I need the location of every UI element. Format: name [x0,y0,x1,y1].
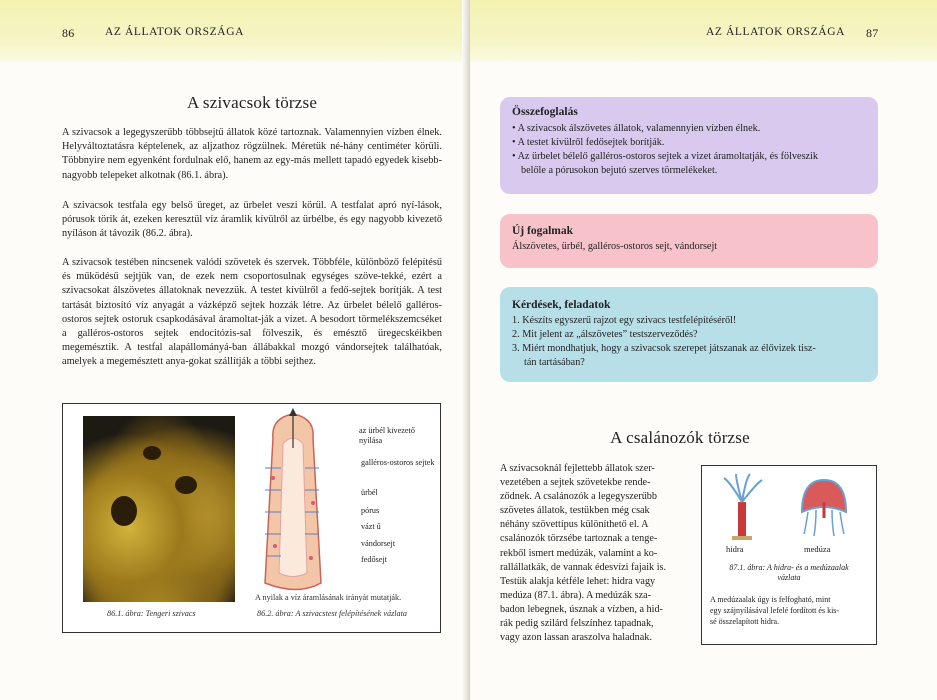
left-section-title: A szivacsok törzse [186,93,318,112]
label-collar-cells: galléros-ostoros sejtek [361,458,435,467]
new-terms-title: Új fogalmak [512,225,574,237]
medusa-drawing [802,480,846,536]
right-running-title: AZ ÁLLATOK ORSZÁGA [706,26,846,38]
hydra-medusa-diagram [712,472,868,542]
question-3-cont: tán tartásában? [524,357,585,368]
label-osculum: az ürbél kivezető nyílása [359,426,415,445]
cnidarian-figure-box [701,465,877,645]
question-2: 2. Mit jelent az „álszövetes” testszerveződés? [512,329,698,340]
label-spongocoel: ürbél [361,488,378,497]
new-terms-box [500,214,878,268]
left-paragraph-1: A szivacsok a legegyszerűbb többsejtű állatok közé tartoznak. Valamennyien vízben élnek. Helyváltoztatásra képtelenek, az aljzathoz rögzülnek. Méretük né-hány centiméter körüli. Többnyire nem egyenként fordulnak elő, hanem az egy-más mellett tapadó egyedek kisebb-nagyobb telepeket alkotnak (86.1. ábra). [62,127,442,181]
label-pinacocyte: fedősejt [361,555,387,564]
caption-87-1: 87.1. ábra: A hidra- és a medúzaalak vázlata [729,563,849,582]
summary-item-3-cont: belőle a pórusokon bejutó szerves törmelékeket. [521,165,718,176]
question-3: 3. Miért mondhatjuk, hogy a szivacsok szerepet játszanak az élővizek tisz- [512,343,816,354]
sea-sponge-photo [83,416,235,602]
label-hydra: hidra [726,544,744,554]
summary-item-2: • A testet kívülről fedősejtek borítják. [512,137,665,148]
label-pore: pórus [361,506,380,515]
arrow-note: A nyilak a víz áramlásának irányát mutatják. [255,593,402,602]
left-paragraph-2: A szivacsok testfala egy belső üreget, az ürbelet veszi körül. A testfalat apró nyí-lások, pórusok törik át, ezeken keresztül víz áramlik kívülről az ürbélbe, és egy nagyobb kivezető nyíláson át távozik (86.2. ábra). [62,200,442,240]
summary-box [500,97,878,194]
summary-item-3: • Az ürbelet bélelő galléros-ostoros sejtek a vizet áramoltatják, és fölveszik [512,151,818,162]
left-running-title: AZ ÁLLATOK ORSZÁGA [105,26,245,38]
sponge-figure-box [62,403,441,633]
label-skeleton: vázt ű [361,522,381,531]
right-paragraph: A szivacsoknál fejlettebb állatok szer- vezetében a sejtek szövetekbe rende- ződnek. A csalánozók a legegyszerűbb szövetes állatok, testükben még csak néhány szövettípus különíthető el. A csalánozók törzsébe tartoznak a tenge- rekből ismert medúzák, valamint a ko- rallállatkák, de vannak édesvízi fajaik is. Testük alakja kétféle lehet: hidra vagy medúza (87.1. ábra). A medúzák sza- badon lebegnek, úsznak a vízben, a hid- rák pedig szilárd felszínhez tapadnak, vagy azon lassan araszolva haladnak. [500,463,667,644]
label-medusa: medúza [804,544,831,554]
summary-title: Összefoglalás [512,106,578,118]
medusa-note: A medúzaalak úgy is felfogható, mint egy szájnyílásával lefelé fordított és kis- sé összelapított hidra. [710,595,840,626]
caption-86-1: 86.1. ábra: Tengeri szivacs [107,609,196,618]
left-page-number: 86 [62,26,75,40]
sponge-structure-diagram [253,408,343,596]
questions-title: Kérdések, feladatok [512,299,611,311]
questions-box [500,287,878,382]
right-page-number: 87 [866,26,879,40]
summary-item-1: • A szivacsok álszövetes állatok, valamennyien vízben élnek. [512,123,761,134]
right-section-title: A csalánozók törzse [610,428,750,447]
new-terms-text: Álszövetes, ürbél, galléros-ostoros sejt, vándorsejt [512,241,718,252]
left-paragraph-3: A szivacsok testében nincsenek valódi szövetek és szervek. Többféle, különböző felépítésű és működésű sejtjük van, de ezek nem csoportosulnak egységes szöve-tekké, ezért a szivacsokat álszövetes állatoknak nevezzük. A testet kívülről a fedő-sejtek borítják. A test tartását biztosító víz anyagát a vázképző sejtek hozzák létre. Az ürbelet bélelő galléros-ostoros sejtek ostoruk csapkodásával áramoltat-ják a vizet. A besodort törmelékszemcséket a galléros-ostoros sejtek endocitózis-sal fölveszik, és emésztő üregecskéikben megemésztik. A testfal alapállományá-ban állábakkal mozgó vándorsejtek találhatóak, amelyek a megemésztett anya-gokat szállítják a többi sejthez. [62,257,442,368]
label-amoebocyte: vándorsejt [361,539,396,548]
caption-86-2: 86.2. ábra: A szivacstest felépítésének vázlata [257,609,408,618]
hydra-drawing [724,474,762,540]
question-1: 1. Készíts egyszerű rajzot egy szivacs testfelépítéséről! [512,315,737,326]
